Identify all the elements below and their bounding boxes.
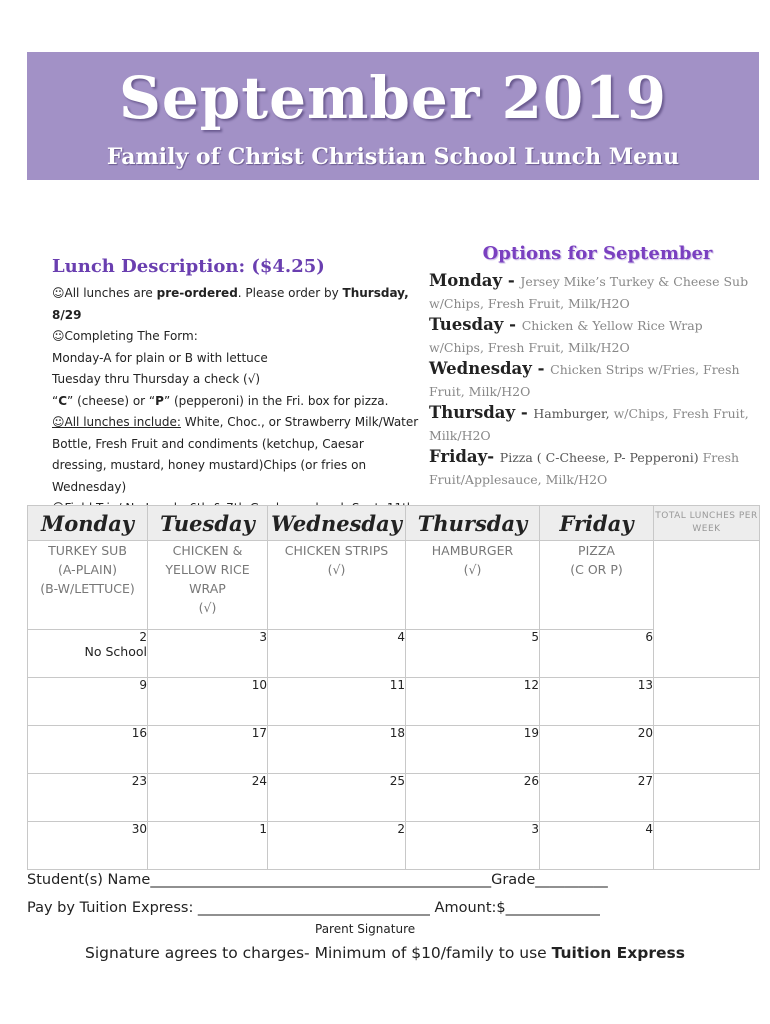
day-cell[interactable]: 9 (28, 678, 148, 726)
option-friday: Friday- Pizza ( C-Cheese, P- Pepperoni) Fresh Fruit/Applesauce, Milk/H2O (429, 447, 740, 487)
menu-row (28, 541, 760, 630)
day-cell[interactable]: 30 (28, 822, 148, 870)
order-calendar (27, 505, 760, 870)
form-heading: ☺Completing The Form: (52, 329, 198, 343)
header-total-lunches: TOTAL LUNCHES PER WEEK (654, 506, 760, 541)
menu-friday: PIZZA (C OR P) (540, 541, 654, 630)
tue-thu-instruction: Tuesday thru Thursday a check (√) (52, 372, 261, 386)
page-title: September 2019 (118, 64, 668, 132)
day-cell[interactable]: 4 (268, 630, 406, 678)
day-cell[interactable]: 1 (148, 822, 268, 870)
day-cell[interactable]: 5 (406, 630, 540, 678)
day-cell[interactable]: 26 (406, 774, 540, 822)
week-row-3 (28, 726, 760, 774)
week-row-2 (28, 678, 760, 726)
menu-thursday: HAMBURGER (√) (406, 541, 540, 630)
day-cell[interactable]: 3 (406, 822, 540, 870)
option-wednesday: Wednesday - Chicken Strips w/Fries, Fresh Fruit, Milk/H2O (429, 359, 740, 399)
header-monday: Monday (28, 506, 148, 541)
day-cell[interactable]: 11 (268, 678, 406, 726)
day-cell[interactable]: 16 (28, 726, 148, 774)
day-cell[interactable]: 18 (268, 726, 406, 774)
day-cell[interactable]: 10 (148, 678, 268, 726)
total-cell[interactable] (654, 726, 760, 774)
lunch-description (52, 256, 422, 520)
header-thursday: Thursday (406, 506, 540, 541)
signature-agreement: Signature agrees to charges- Minimum of $10/family to use Tuition Express (85, 944, 685, 962)
day-cell[interactable]: 12 (406, 678, 540, 726)
monday-instruction: Monday-A for plain or B with lettuce (52, 350, 268, 365)
header-tuesday: Tuesday (148, 506, 268, 541)
day-cell[interactable]: 13 (540, 678, 654, 726)
total-cell[interactable] (654, 822, 760, 870)
day-cell[interactable]: 17 (148, 726, 268, 774)
parent-signature-label: Parent Signature (315, 922, 416, 936)
day-cell[interactable]: 6 (540, 630, 654, 678)
option-tuesday: Tuesday - Chicken & Yellow Rice Wrap w/Chips, Fresh Fruit, Milk/H2O (429, 315, 703, 355)
header-banner (27, 52, 759, 180)
header-friday: Friday (540, 506, 654, 541)
day-cell[interactable]: 2 No School (28, 630, 148, 678)
student-name-grade-line[interactable]: Student(s) Name_______________________________________________Grade__________ (27, 872, 608, 888)
day-cell[interactable]: 20 (540, 726, 654, 774)
week-row-5 (28, 822, 760, 870)
friday-instruction: “C” (cheese) or “P” (pepperoni) in the Fri. box for pizza. (52, 393, 389, 408)
total-cell-week1[interactable] (654, 541, 760, 678)
option-monday: Monday - Jersey Mike’s Turkey & Cheese Sub w/Chips, Fresh Fruit, Milk/H2O (429, 271, 749, 311)
day-cell[interactable]: 3 (148, 630, 268, 678)
menu-tuesday: CHICKEN & YELLOW RICE WRAP (√) (148, 541, 268, 630)
includes-note: ☺All lunches include: White, Choc., or Strawberry Milk/Water Bottle, Fresh Fruit and condiments (ketchup, Caesar dressing, mustard, honey mustard)Chips (or fries on Wednesday) (52, 415, 419, 494)
day-cell[interactable]: 25 (268, 774, 406, 822)
option-thursday: Thursday - Hamburger, w/Chips, Fresh Fruit, Milk/H2O (429, 403, 749, 443)
payment-amount-line[interactable]: Pay by Tuition Express: ________________________________ Amount:$_____________ (27, 900, 600, 916)
menu-wednesday: CHICKEN STRIPS (√) (268, 541, 406, 630)
header-wednesday: Wednesday (268, 506, 406, 541)
calendar-header-row (28, 506, 760, 541)
week-row-4 (28, 774, 760, 822)
options-panel (429, 243, 754, 490)
menu-monday: TURKEY SUB (A-PLAIN) (B-W/LETTUCE) (28, 541, 148, 630)
total-cell[interactable] (654, 774, 760, 822)
options-title: Options for September (482, 243, 713, 264)
day-cell[interactable]: 19 (406, 726, 540, 774)
day-cell[interactable]: 4 (540, 822, 654, 870)
no-school-note: No School (84, 644, 147, 659)
lunch-description-title: Lunch Description: ($4.25) (52, 256, 325, 277)
week-row-1 (28, 630, 760, 678)
day-cell[interactable]: 23 (28, 774, 148, 822)
page-subtitle: Family of Christ Christian School Lunch Menu (106, 144, 680, 170)
total-cell[interactable] (654, 678, 760, 726)
day-cell[interactable]: 27 (540, 774, 654, 822)
preorder-note: ☺All lunches are pre-ordered. Please order by Thursday, 8/29 (52, 286, 409, 322)
day-cell[interactable]: 2 (268, 822, 406, 870)
day-cell[interactable]: 24 (148, 774, 268, 822)
